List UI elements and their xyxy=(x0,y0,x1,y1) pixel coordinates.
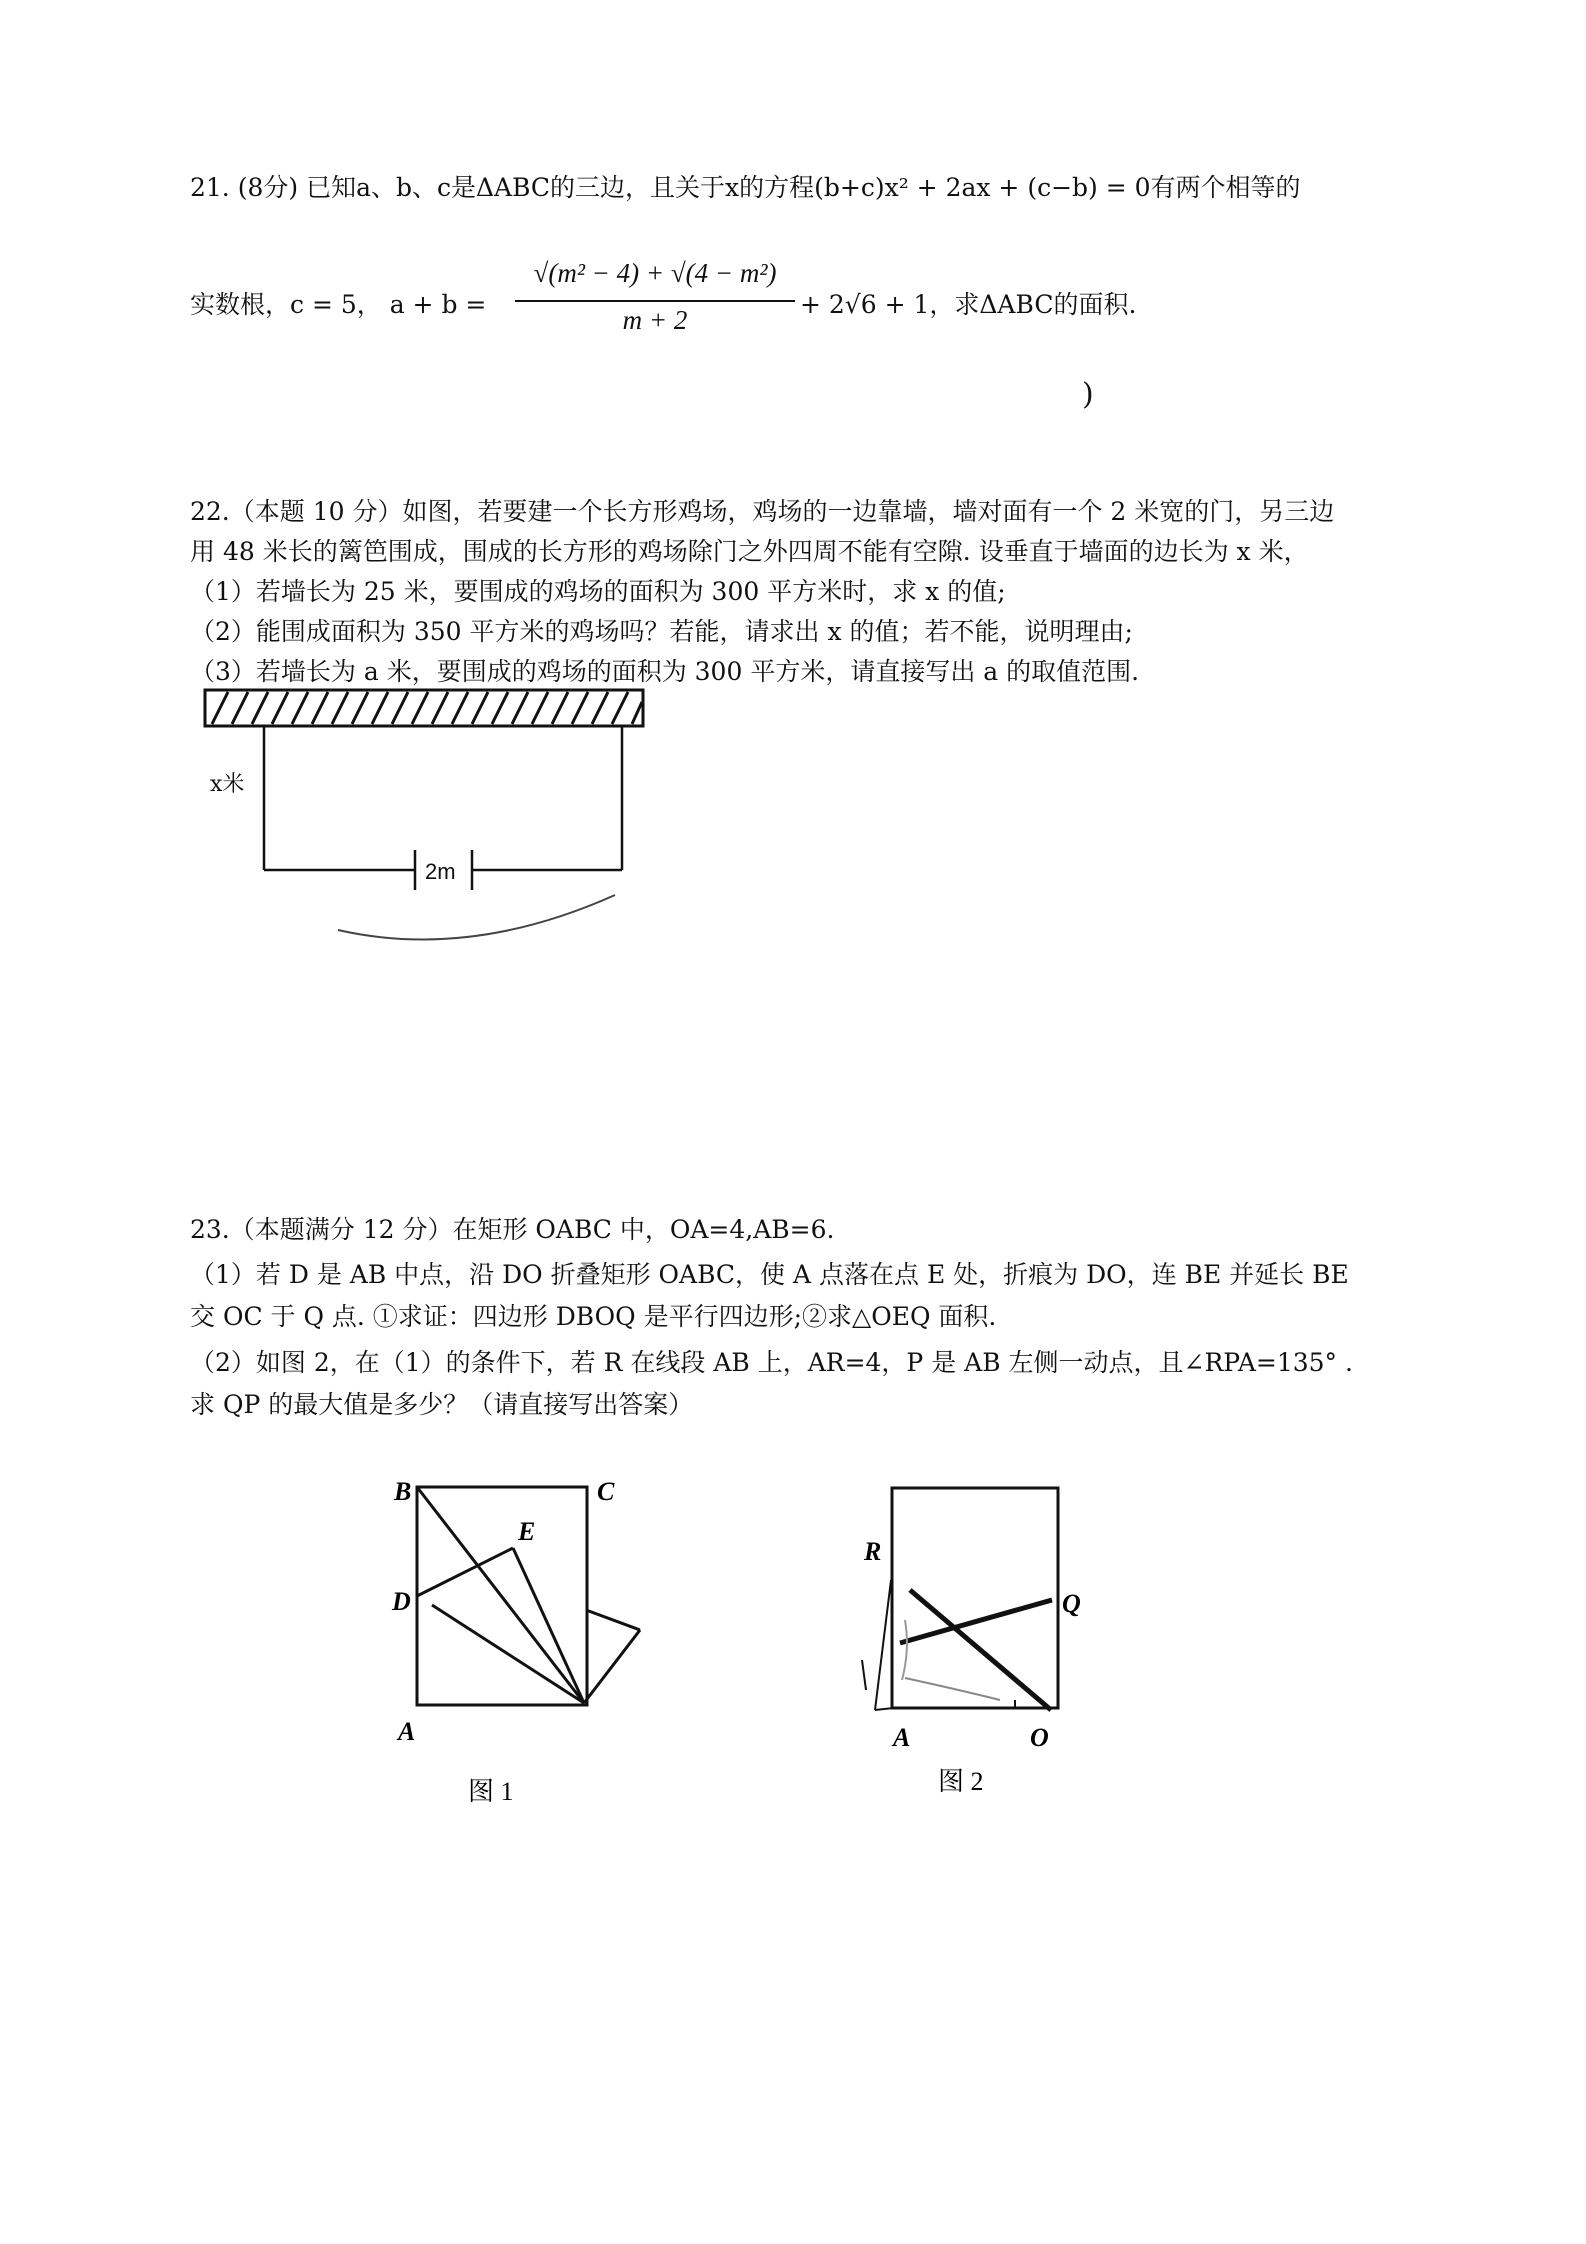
fig2-label-A: A xyxy=(893,1723,911,1752)
fig1-label-E: E xyxy=(518,1517,536,1546)
q21-fraction-numerator: √(m² − 4) + √(4 − m²) xyxy=(533,258,777,288)
q21-fraction-bar xyxy=(515,300,795,302)
q23-part1-b: 交 OC 于 Q 点. ①求证：四边形 DBOQ 是平行四边形;②求△OEQ 面积. xyxy=(190,1302,997,1331)
q22-wall-hatched xyxy=(205,690,643,726)
q21-line2-prefix: 实数根，c = 5， a + b = xyxy=(190,290,487,319)
fig1-caption: 图 1 xyxy=(468,1777,514,1806)
fig2-label-O: O xyxy=(1030,1723,1049,1752)
fig1-label-A: A xyxy=(398,1717,416,1746)
q22-gate-label: 2m xyxy=(425,859,456,884)
fig2-label-Q: Q xyxy=(1062,1589,1081,1618)
fig1-label-D: D xyxy=(392,1587,411,1616)
q22-part1: （1）若墙长为 25 米，要围成的鸡场的面积为 300 平方米时，求 x 的值; xyxy=(190,577,1006,606)
fig1-label-C: C xyxy=(597,1477,615,1506)
q23-part1-a: （1）若 D 是 AB 中点，沿 DO 折叠矩形 OABC，使 A 点落在点 E 处，折痕为 DO，连 BE 并延长 BE xyxy=(190,1260,1349,1289)
q21-stray-mark: ) xyxy=(1082,377,1094,412)
q22-side-label: x米 xyxy=(210,772,245,797)
q21-line1: 21. (8分) 已知a、b、c是ΔABC的三边，且关于x的方程(b+c)x² + 2ax + (c−b) = 0有两个相等的 xyxy=(190,173,1301,202)
q22-line2: 用 48 米长的篱笆围成，围成的长方形的鸡场除门之外四周不能有空隙. 设垂直于墙面的边长为 x 米， xyxy=(190,537,1309,566)
fig2-label-R: R xyxy=(864,1537,882,1566)
q21-fraction-denominator: m + 2 xyxy=(622,305,688,335)
q22-scribble xyxy=(338,895,615,939)
q23-part2-a: （2）如图 2，在（1）的条件下，若 R 在线段 AB 上，AR=4，P 是 AB 左侧一动点，且∠RPA=135° . xyxy=(190,1348,1353,1377)
fig1-label-B: B xyxy=(394,1477,412,1506)
q23-part2-b: 求 QP 的最大值是多少？（请直接写出答案） xyxy=(190,1390,694,1419)
fig2-caption: 图 2 xyxy=(938,1767,984,1796)
q22-part3: （3）若墙长为 a 米，要围成的鸡场的面积为 300 平方米，请直接写出 a 的取值范围. xyxy=(190,657,1140,686)
q21-line2-suffix: + 2√6 + 1，求ΔABC的面积. xyxy=(800,290,1137,319)
q22-line1: 22.（本题 10 分）如图，若要建一个长方形鸡场，鸡场的一边靠墙，墙对面有一个 2 米宽的门，另三边 xyxy=(190,497,1335,526)
q22-part2: （2）能围成面积为 350 平方米的鸡场吗？若能，请求出 x 的值；若不能，说明理由; xyxy=(190,617,1133,646)
q23-line1: 23.（本题满分 12 分）在矩形 OABC 中，OA=4,AB=6. xyxy=(190,1215,835,1244)
